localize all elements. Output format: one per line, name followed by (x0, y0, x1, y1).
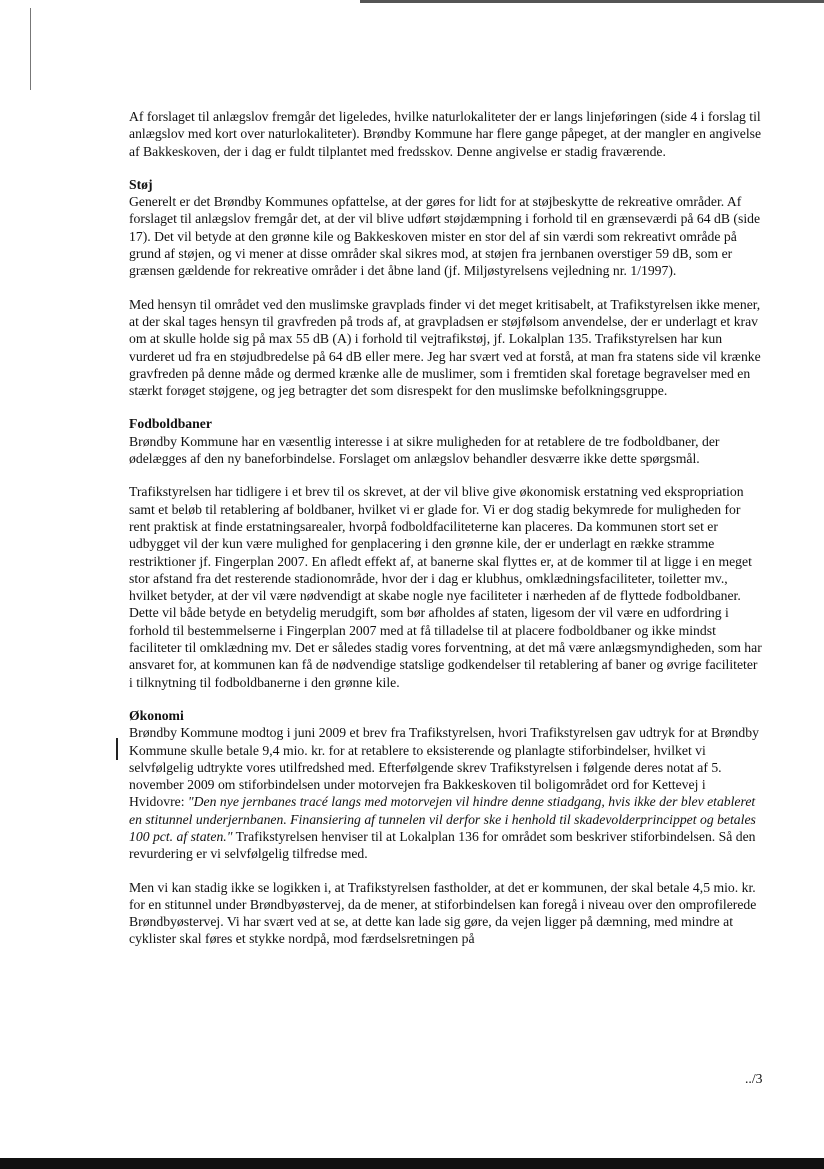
heading-okonomi: Økonomi (129, 707, 184, 723)
paragraph-erstatning: Trafikstyrelsen har tidligere i et brev til os skrevet, at der vil blive give økonomisk erstatning ved ekspropriation samt et beløb til retablering af boldbaner, hvilket vi er glade for. Vi er dog stadig bekymrede for muligheden for rent praktisk at finde erstatningsarealer, hvorpå fodboldfaciliteterne kan placeres. Da kommunen stort set er udbygget vil der kun være mulighed for genplacering i den grønne kile, der er underlagt en række stramme restriktioner jf. Fingerplan 2007. En afledt effekt af, at banerne skal flyttes er, at de kommer til at ligge i en meget stor afstand fra det resterende stadionområde, hvor der i dag er klubhus, omklædningsfaciliteter, toiletter mv., hvilket betyder, at der vil være nødvendigt at skabe nogle nye faciliteter i nærheden af de flyttede fodboldbaner. Dette vil både betyde en betydelig merudgift, som bør afholdes af staten, ligesom der vil være en udfordring i forhold til bestemmelserne i Fingerplan 2007 med at få tilladelse til at placere fodboldbaner og ikke mindst faciliteter til omklædning mv. Det er således stadig vores forventning, at det må være anlægsmyndigheden, som har ansvaret for, at kommunen kan få de nødvendige statslige godkendelser til retablering af baner og øvrige faciliteter i tilknytning til fodboldbanerne i den grønne kile. (129, 484, 762, 690)
paragraph-stoj: Generelt er det Brøndby Kommunes opfattelse, at der gøres for lidt for at støjbeskytte de rekreative områder. Af forslaget til anlægslov fremgår det, at der vil blive udført støjdæmpning i forhold til en grænseværdi på 64 dB (side 17). Det vil betyde at den grønne kile og Bakkeskoven mister en stor del af sin værdi som rekreativt område på grund af støjen, og vi mener at disse områder skal sikres mod, at støjen fra jernbanen overstiger 59 dB, som er grænsen gældende for rekreative områder i det åbne land (jf. Miljøstyrelsens vejledning nr. 1/1997). (129, 194, 761, 279)
paragraph-fodboldbaner: Brøndby Kommune har en væsentlig interesse i at sikre muligheden for at retablere de tre fodboldbaner, der ødelægges af den ny baneforbindelse. Forslaget om anlægslov behandler desværre ikke dette spørgsmål. (129, 433, 720, 467)
paragraph-stitunnel: Men vi kan stadig ikke se logikken i, at Trafikstyrelsen fastholder, at det er kommunen, der skal betale 4,5 mio. kr. for en stitunnel under Brøndbyøstervej, da de mener, at stiforbindelsen kan foregå i niveau over den omprofilerede Brøndbyøstervej. Vi har svært ved at se, at dette kan lade sig gøre, da vejen ligger på dæmning, med mindre at cyklister skal føres et stykke nordpå, mod færdselsretningen på (129, 879, 757, 947)
scan-edge-top (360, 0, 824, 3)
page-continuation-marker: ../3 (745, 1071, 763, 1086)
scan-edge-bottom (0, 1158, 824, 1169)
paragraph-gravplads: Med hensyn til området ved den muslimske gravplads finder vi det meget kritisabelt, at Trafikstyrelsen ikke mener, at der skal tages hensyn til gravfreden på trods af, at gravpladsen er støjfølsom anvendelse, der er underlagt et krav om at skulle holde sig på max 55 dB (A) i forhold til vejtrafikstøj, jf. Lokalplan 135. Trafikstyrelsen har kun vurderet ud fra en støjudbredelse på 64 dB eller mere. Jeg har svært ved at forstå, at man fra statens side vil krænke gravfreden på denne måde og dermed krænke alle de muslimer, som i fremtiden skal foretage begravelser med en stærkt forøget støjgene, og jeg betragter det som disrespekt for den muslimske befolkningsgruppe. (129, 296, 761, 399)
document-body (129, 108, 764, 964)
scan-edge-left (30, 8, 31, 90)
okonomi-text-part2: Trafikstyrelsen henviser til at Lokalplan 136 for området som beskriver stiforbindelsen. Så den revurdering er vi selvfølgelig tilfredse med. (129, 828, 756, 862)
heading-fodboldbaner: Fodboldbaner (129, 416, 212, 432)
okonomi-text-part1: Brøndby Kommune modtog i juni 2009 et brev fra Trafikstyrelsen, hvori Trafikstyrelsen gav udtryk for at Brøndby Kommune skulle betale 9,4 mio. kr. for at retablere to eksisterende og planlagte stiforbindelser, hvilket vi selvfølgelig udtrykte vores utilfredshed med. Efterfølgende skrev Trafikstyrelsen i følgende deres notat af 5. november 2009 om stiforbindelsen under motorvejen fra Bakkeskoven til boligområdet ord for Kettevej i Hvidovre: (129, 725, 759, 810)
paragraph-naturlokaliteter: Af forslaget til anlægslov fremgår det ligeledes, hvilke naturlokaliteter der er langs linjeføringen (side 4 i forslag til anlægslov med kort over naturlokaliteter). Brøndby Kommune har flere gange påpeget, at der mangler en angivelse af Bakkeskoven, der i dag er fuldt tilplantet med fredsskov. Denne angivelse er stadig fraværende. (129, 109, 762, 159)
margin-change-bar (116, 738, 118, 760)
paragraph-okonomi (129, 724, 764, 862)
heading-stoj: Støj (129, 176, 153, 192)
okonomi-quote: "Den nye jernbanes tracé langs med motorvejen vil hindre denne stiadgang, hvis ikke der blev etableret en stitunnel underjernbanen. Finansiering af tunnelen vil derfor ske i henhold til skadevolderprincippet og betales 100 pct. af staten." (129, 794, 756, 844)
